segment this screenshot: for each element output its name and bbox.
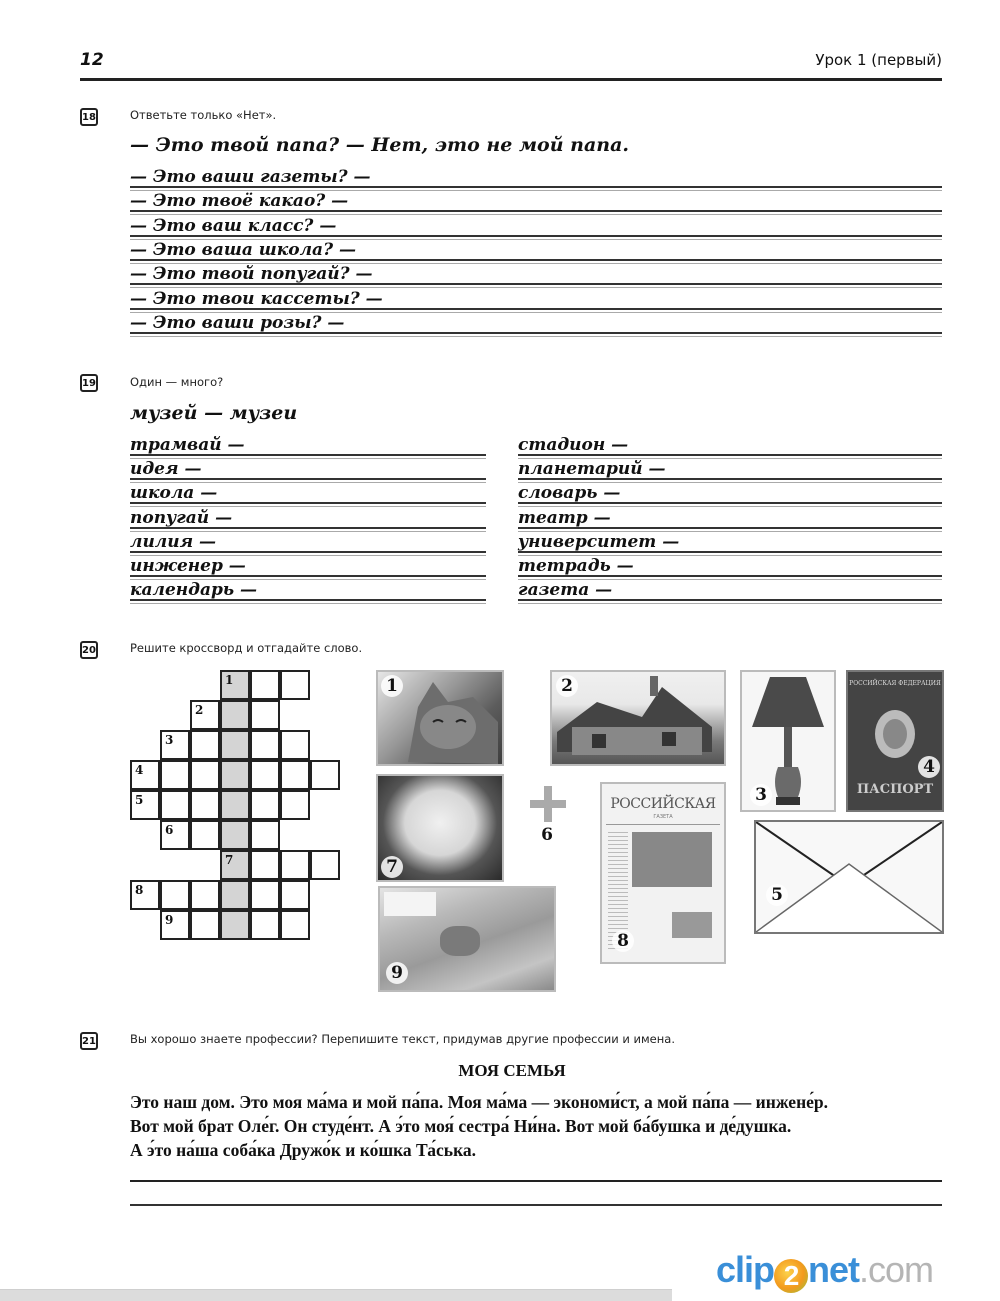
- crossword-clue-number: 6: [165, 823, 174, 837]
- crossword-cell[interactable]: [220, 760, 250, 790]
- crossword-cell[interactable]: [250, 910, 280, 940]
- exercise-19-left-row-2-prompt: идея —: [130, 459, 202, 480]
- crossword-cell[interactable]: [280, 790, 310, 820]
- watermark-com: .com: [859, 1249, 934, 1290]
- crossword-cell[interactable]: [280, 910, 310, 940]
- crossword-clue-number: 9: [165, 913, 174, 927]
- crossword-cell[interactable]: [280, 880, 310, 910]
- plus-icon-horizontal: [530, 800, 566, 808]
- crossword-cell[interactable]: [280, 670, 310, 700]
- crossword-cell[interactable]: [250, 670, 280, 700]
- exercise-18-answer-row-6-prompt: — Это твои кассеты? —: [130, 288, 383, 309]
- exercise-19-right-row-7[interactable]: [518, 579, 942, 603]
- picture-number-5: 5: [766, 884, 788, 906]
- exercise-number-19: 19: [80, 374, 98, 392]
- picture-cat: [376, 670, 504, 766]
- exercise-19-left-row-7[interactable]: [130, 579, 486, 603]
- picture-number-1: 1: [381, 675, 403, 697]
- crossword-clue-number: 3: [165, 733, 174, 747]
- crossword-cell[interactable]: [190, 910, 220, 940]
- picture-house: [550, 670, 726, 766]
- exercise-18-answer-row-2[interactable]: [130, 190, 942, 214]
- exercise-18-instruction: Ответьте только «Нет».: [130, 108, 277, 122]
- picture-number-6: 6: [536, 824, 558, 846]
- newspaper-masthead: РОССИЙСКАЯ: [610, 796, 716, 812]
- crossword-cell[interactable]: [310, 850, 340, 880]
- newspaper-rule: [606, 824, 720, 825]
- exercise-19-right-row-5-prompt: университет —: [518, 531, 680, 552]
- exercise-19-left-row-6[interactable]: [130, 555, 486, 579]
- crossword-cell[interactable]: [160, 790, 190, 820]
- answer-line-shadow: [518, 603, 942, 604]
- exercise-19-left-row-1-prompt: трамвай —: [130, 435, 245, 455]
- crossword-cell[interactable]: [190, 700, 220, 730]
- exercise-18-answer-row-1-prompt: — Это ваши газеты? —: [130, 167, 371, 187]
- crossword-cell[interactable]: [190, 730, 220, 760]
- crossword-clue-number: 4: [135, 763, 144, 777]
- exercise-19-right-row-4-prompt: театр —: [518, 507, 611, 528]
- exercise-19-left-row-7-prompt: календарь —: [130, 580, 258, 601]
- picture-number-7: 7: [381, 856, 403, 878]
- exercise-18-answer-row-4-prompt: — Это ваша школа? —: [130, 239, 356, 260]
- crossword-clue-number: 2: [195, 703, 204, 717]
- exercise-21-instruction: Вы хорошо знаете профессии? Перепишите текст, придумав другие профессии и имена.: [130, 1032, 675, 1046]
- crossword-cell[interactable]: [160, 730, 190, 760]
- newspaper-portraits: [672, 912, 712, 938]
- picture-plus: [530, 786, 566, 822]
- exercise-19-left-row-5-prompt: лилия —: [130, 531, 217, 552]
- crossword-cell[interactable]: [190, 880, 220, 910]
- crossword-cell[interactable]: [250, 730, 280, 760]
- map-region: [440, 926, 480, 956]
- exercise-19-left-row-5[interactable]: [130, 531, 486, 555]
- exercise-18-answer-row-3[interactable]: [130, 215, 942, 239]
- exercise-18-answer-row-6[interactable]: [130, 288, 942, 312]
- crossword-cell[interactable]: [280, 730, 310, 760]
- crossword-cell[interactable]: [160, 880, 190, 910]
- picture-cake: [376, 774, 504, 882]
- crossword-cell[interactable]: [250, 790, 280, 820]
- crossword-cell[interactable]: [220, 790, 250, 820]
- exercise-19-right-row-2-prompt: планетарий —: [518, 459, 666, 480]
- crossword-cell[interactable]: [220, 910, 250, 940]
- crossword-cell[interactable]: [130, 760, 160, 790]
- picture-newspaper: [600, 782, 726, 964]
- picture-lamp: [740, 670, 836, 812]
- exercise-19-right-row-5[interactable]: [518, 531, 942, 555]
- exercise-18-answer-row-5[interactable]: [130, 263, 942, 287]
- crossword-clue-number: 8: [135, 883, 144, 897]
- exercise-19-right-row-1-prompt: стадион —: [518, 435, 629, 455]
- picture-map: [378, 886, 556, 992]
- writing-line-1: [130, 1180, 942, 1182]
- lesson-title: Урок 1 (первый): [815, 51, 942, 69]
- crossword-cell[interactable]: [220, 880, 250, 910]
- picture-passport: [846, 670, 944, 812]
- picture-number-2: 2: [556, 675, 578, 697]
- answer-line-shadow: [130, 336, 942, 337]
- exercise-19-left-row-4[interactable]: [130, 507, 486, 531]
- exercise-18-answer-row-4[interactable]: [130, 239, 942, 263]
- exercise-19-right-row-6-prompt: тетрадь —: [518, 556, 634, 576]
- crossword-cell[interactable]: [220, 670, 250, 700]
- exercise-19-left-row-6-prompt: инженер —: [130, 556, 246, 576]
- header-divider: [80, 78, 942, 81]
- answer-line-shadow: [130, 603, 486, 604]
- exercise-19-right-row-6[interactable]: [518, 555, 942, 579]
- crossword-clue-number: 7: [225, 853, 234, 867]
- exercise-19-right-row-7-prompt: газета —: [518, 580, 613, 601]
- crossword-clue-number: 5: [135, 793, 144, 807]
- crossword-cell[interactable]: [160, 820, 190, 850]
- exercise-19-left-row-4-prompt: попугай —: [130, 507, 233, 528]
- exercise-18-example: — Это твой папа? — Нет, это не мой папа.: [130, 134, 630, 156]
- picture-number-3: 3: [750, 784, 772, 806]
- crossword-cell[interactable]: [160, 910, 190, 940]
- exercise-19-right-row-3-prompt: словарь —: [518, 483, 621, 504]
- exercise-19-left-row-3-prompt: школа —: [130, 483, 218, 504]
- exercise-18-answer-row-2-prompt: — Это твоё какао? —: [130, 191, 349, 212]
- exercise-19-left-row-1[interactable]: [130, 434, 486, 458]
- exercise-19-right-row-2[interactable]: [518, 458, 942, 482]
- picture-number-8: 8: [612, 930, 634, 952]
- exercise-18-answer-row-7-prompt: — Это ваши розы? —: [130, 312, 345, 333]
- crossword-cell[interactable]: [250, 760, 280, 790]
- crossword-cell[interactable]: [250, 820, 280, 850]
- exercise-19-instruction: Один — много?: [130, 375, 224, 389]
- picture-number-9: 9: [386, 962, 408, 984]
- crossword-cell[interactable]: [310, 760, 340, 790]
- text-line-1: Это наш дом. Это моя ма́ма и мой па́па. Моя ма́ма — экономи́ст, а мой па́па — инжене́р.: [130, 1092, 829, 1112]
- watermark-clip: clip: [716, 1249, 775, 1290]
- crossword-clue-number: 1: [225, 673, 234, 687]
- exercise-20-instruction: Решите кроссворд и отгадайте слово.: [130, 641, 363, 655]
- text-title: МОЯ СЕМЬЯ: [458, 1061, 566, 1080]
- exercise-19-left-row-2[interactable]: [130, 458, 486, 482]
- text-body: [130, 1090, 960, 1162]
- bottom-scroll-bar[interactable]: [0, 1289, 672, 1301]
- exercise-18-answer-row-7[interactable]: [130, 312, 942, 336]
- crossword-cell[interactable]: [220, 730, 250, 760]
- crossword-cell[interactable]: [190, 820, 220, 850]
- newspaper-photo: [632, 832, 712, 887]
- crossword-cell[interactable]: [280, 850, 310, 880]
- page-number: 12: [80, 50, 104, 70]
- text-line-2: Вот мой брат Оле́г. Он студе́нт. А э́то моя́ сестра́ Ни́на. Вот мой ба́бушка и де́душка.: [130, 1116, 792, 1136]
- newspaper-subtitle: ГАЗЕТА: [653, 814, 673, 820]
- exercise-19-right-row-3[interactable]: [518, 482, 942, 506]
- exercise-19-right-row-4[interactable]: [518, 507, 942, 531]
- exercise-number-20: 20: [80, 641, 98, 659]
- crossword-cell[interactable]: [280, 760, 310, 790]
- crossword-cell[interactable]: [220, 700, 250, 730]
- picture-number-4: 4: [918, 756, 940, 778]
- passport-subcaption: РОССИЙСКАЯ ФЕДЕРАЦИЯ: [849, 680, 941, 687]
- crossword-cell[interactable]: [250, 850, 280, 880]
- crossword-cell[interactable]: [190, 790, 220, 820]
- exercise-18-answer-row-3-prompt: — Это ваш класс? —: [130, 215, 337, 236]
- passport-caption: ПАСПОРТ: [856, 782, 934, 797]
- crossword-cell[interactable]: [130, 880, 160, 910]
- exercise-number-21: 21: [80, 1032, 98, 1050]
- exercise-18-answer-row-1[interactable]: [130, 166, 942, 190]
- crossword-cell[interactable]: [220, 850, 250, 880]
- watermark-net: net: [808, 1249, 860, 1290]
- exercise-number-18: 18: [80, 108, 98, 126]
- crossword-cell[interactable]: [250, 700, 280, 730]
- crossword-cell[interactable]: [220, 820, 250, 850]
- crossword-cell[interactable]: [250, 880, 280, 910]
- picture-envelope: [754, 820, 944, 934]
- writing-line-2: [130, 1204, 942, 1206]
- crossword-cell[interactable]: [190, 760, 220, 790]
- text-line-3: А э́то на́ша соба́ка Дружо́к и ко́шка Та́ська.: [130, 1140, 477, 1160]
- exercise-19-example: музей — музеи: [130, 402, 298, 424]
- crossword-cell[interactable]: [160, 760, 190, 790]
- exercise-19-right-row-1[interactable]: [518, 434, 942, 458]
- watermark-2-icon: 2: [774, 1259, 808, 1293]
- crossword-cell[interactable]: [130, 790, 160, 820]
- exercise-19-left-row-3[interactable]: [130, 482, 486, 506]
- exercise-18-answer-row-5-prompt: — Это твой попугай? —: [130, 264, 373, 285]
- clip2net-watermark: [716, 1249, 933, 1293]
- map-legend: [384, 892, 436, 916]
